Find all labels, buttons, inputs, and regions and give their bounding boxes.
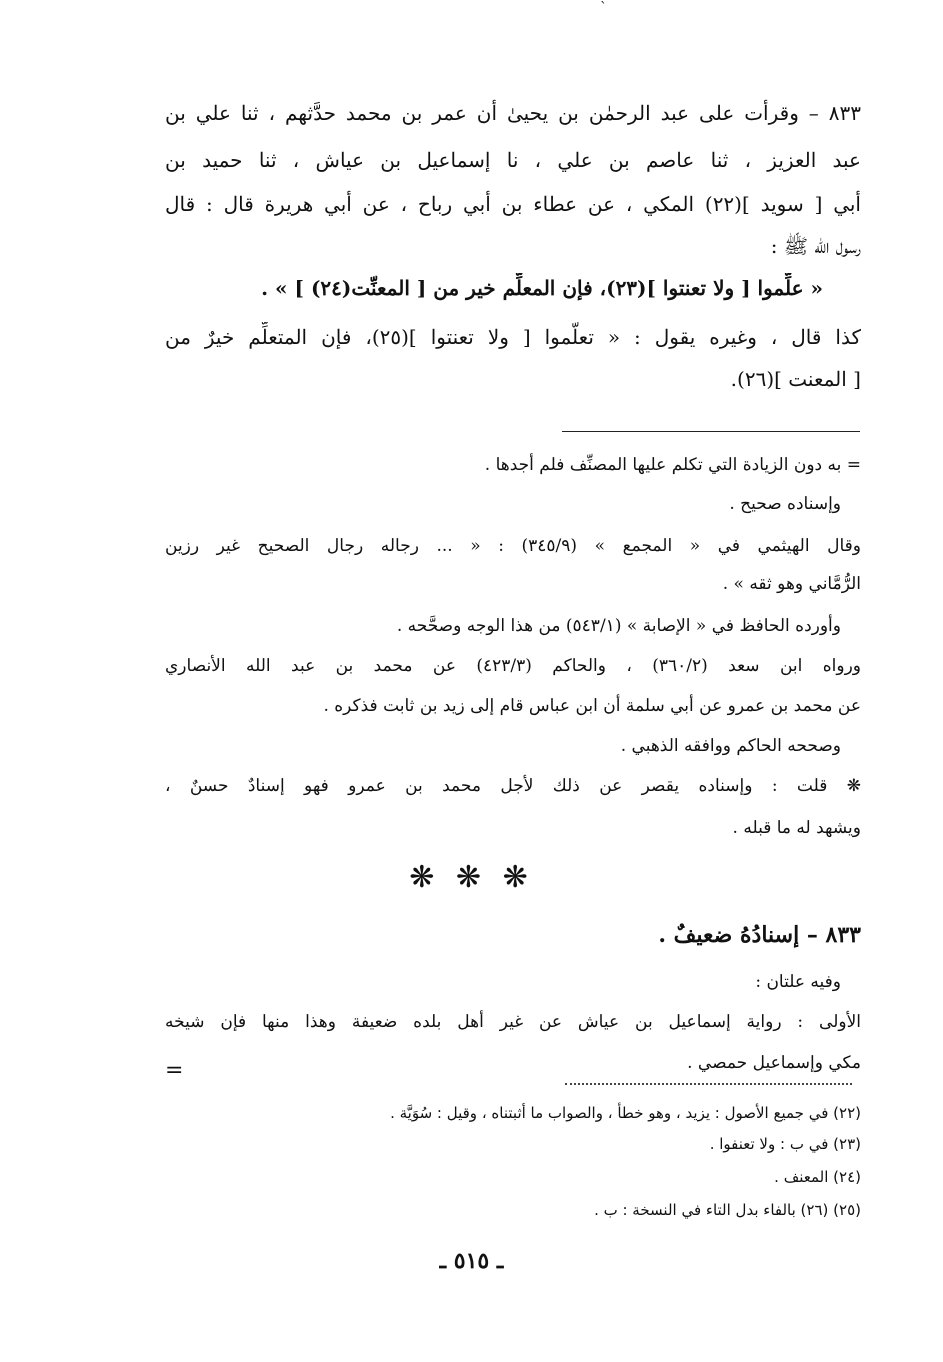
takhrij-line-10: ويشهد له ما قبله .	[732, 818, 861, 838]
footnote-23: (٢٣) في ب : ولا تعنفوا .	[709, 1135, 861, 1153]
hadith-line-2: عبد العزيز ، ثنا عاصم بن علي ، نا إسماعيل بن عياش ، ثنا حميد بن	[165, 148, 861, 172]
footnote-separator-rule	[562, 431, 860, 432]
continuation-mark: =	[165, 1058, 184, 1083]
commentary-line-1: وفيه علتان :	[755, 972, 841, 992]
takhrij-line-7: عن محمد بن عمرو عن أبي سلمة أن ابن عباس قام إلى زيد بن ثابت فذكره .	[323, 696, 861, 716]
hadith-line-7: [ المعنت ](٢٦).	[730, 367, 861, 391]
takhrij-line-8: وصححه الحاكم ووافقه الذهبي .	[620, 736, 841, 756]
hadith-line-3: أبي [ سويد ](٢٢) المكي ، عن عطاء بن أبي رباح ، عن أبي هريرة قال : قال	[165, 192, 861, 216]
hadith-line-1: ٨٣٣ – وقرأت على عبد الرحمٰن بن يحيىٰ أن عمر بن محمد حدَّثهم ، ثنا علي بن	[165, 101, 861, 125]
page-number: ـ ٥١٥ ـ	[439, 1248, 504, 1274]
takhrij-line-6: ورواه ابن سعد (٣٦٠/٢) ، والحاكم (٤٢٣/٣) عن محمد بن عبد الله الأنصاري	[165, 656, 861, 676]
footnotes-dotted-rule	[565, 1083, 852, 1085]
takhrij-line-1: = به دون الزيادة التي تكلم عليها المصنِّف فلم أجدها .	[484, 455, 861, 475]
footnote-24: (٢٤) المعنف .	[774, 1168, 861, 1186]
takhrij-line-2: وإسناده صحيح .	[729, 494, 841, 514]
commentary-line-2: الأولى : رواية إسماعيل بن عياش عن غير أهل بلده ضعيفة وهذا منها فإن شيخه	[165, 1012, 861, 1032]
commentary-line-3: مكي وإسماعيل حمصي .	[687, 1053, 861, 1073]
section-separator-stars: ❋ ❋ ❋	[409, 860, 534, 895]
takhrij-line-9: ❋ قلت : وإسناده يقصر عن ذلك لأجل محمد بن عمرو فهو إسنادٌ حسنٌ ،	[165, 776, 861, 796]
takhrij-line-5: وأورده الحافظ في « الإصابة » (٥٤٣/١) من هذا الوجه وصحَّحه .	[396, 616, 841, 636]
hadith-line-4: رسول الله ﷺ :	[770, 234, 861, 258]
commentary-heading: ٨٣٣ – إسنادُهُ ضعيفٌ .	[658, 922, 861, 948]
takhrij-line-4: الرُّمَّاني وهو ثقه » .	[722, 574, 861, 594]
takhrij-line-3: وقال الهيثمي في « المجمع » (٣٤٥/٩) : « ... رجاله رجال الصحيح غير رزين	[165, 536, 861, 556]
footnote-25-26: (٢٥) (٢٦) بالفاء بدل التاء في النسخة : ب .	[594, 1201, 861, 1219]
footnote-22: (٢٢) في جميع الأصول : يزيد ، وهو خطأ ، والصواب ما أثبتناه ، وقيل : سُوَيَّة .	[390, 1104, 861, 1122]
top-mark: `	[600, 0, 607, 16]
hadith-line-6: كذا قال ، وغيره يقول : « تعلَّموا [ ولا تعنتوا ](٢٥)، فإن المتعلِّم خيرٌ من	[165, 325, 861, 349]
prophetic-saying: « علِّموا [ ولا تعنتوا ](٢٣)، فإن المعلِّم خير من [ المعنِّت(٢٤) ] » .	[261, 276, 823, 300]
